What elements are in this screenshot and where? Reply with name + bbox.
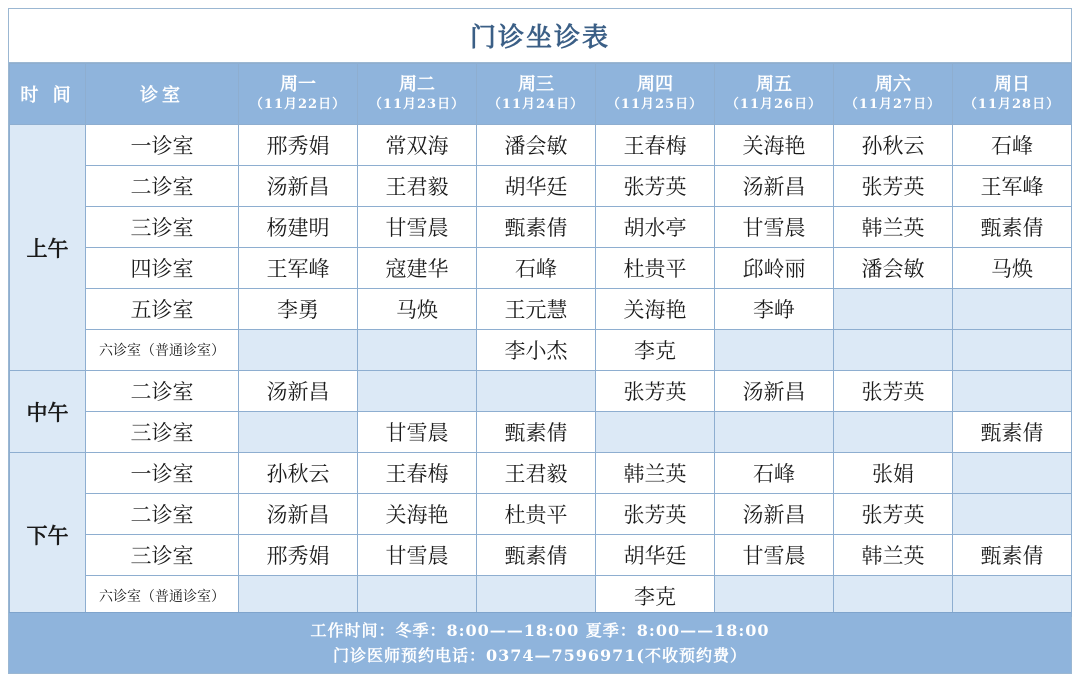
doctor-cell: 甄素倩 [953,535,1072,576]
doctor-cell: 王军峰 [239,248,358,289]
doctor-cell [834,330,953,371]
doctor-cell: 张芳英 [834,371,953,412]
doctor-cell [715,412,834,453]
booking-phone: 门诊医师预约电话：0374—7596971(不收预约费） [332,646,748,665]
doctor-cell: 甘雪晨 [715,207,834,248]
table-row [10,494,1072,535]
period-label: 下午 [10,453,86,617]
doctor-cell: 石峰 [715,453,834,494]
doctor-cell [834,289,953,330]
day-header [477,64,596,125]
day-header [953,64,1072,125]
doctor-cell: 杨建明 [239,207,358,248]
room-name: 三诊室 [86,207,239,248]
schedule-sheet [8,8,1072,674]
doctor-cell: 潘会敏 [477,125,596,166]
doctor-cell: 李峥 [715,289,834,330]
doctor-cell [239,330,358,371]
doctor-cell: 甄素倩 [953,412,1072,453]
day-name: 周二 [399,74,435,95]
day-name: 周一 [280,74,316,95]
doctor-cell [953,453,1072,494]
table-row [10,207,1072,248]
doctor-cell: 关海艳 [358,494,477,535]
doctor-cell: 孙秋云 [239,453,358,494]
doctor-cell: 韩兰英 [596,453,715,494]
doctor-cell: 甘雪晨 [358,207,477,248]
doctor-cell: 关海艳 [596,289,715,330]
doctor-cell: 马焕 [953,248,1072,289]
room-name: 二诊室 [86,371,239,412]
doctor-cell: 张芳英 [834,166,953,207]
room-name: 五诊室 [86,289,239,330]
doctor-cell [358,371,477,412]
doctor-cell: 王军峰 [953,166,1072,207]
table-row [10,125,1072,166]
day-header [596,64,715,125]
doctor-cell [239,576,358,617]
room-name: 一诊室 [86,125,239,166]
doctor-cell: 汤新昌 [239,371,358,412]
doctor-cell: 张芳英 [596,494,715,535]
table-row [10,371,1072,412]
page-title: 门诊坐诊表 [469,23,610,53]
doctor-cell: 韩兰英 [834,535,953,576]
doctor-cell: 王元慧 [477,289,596,330]
doctor-cell: 杜贵平 [596,248,715,289]
doctor-cell: 甘雪晨 [358,412,477,453]
table-header [10,64,1072,125]
day-date: （11月24日） [487,97,585,112]
doctor-cell: 李克 [596,576,715,617]
doctor-cell: 张芳英 [596,166,715,207]
doctor-cell: 胡华廷 [596,535,715,576]
day-date: （11月23日） [368,97,466,112]
doctor-cell: 王君毅 [358,166,477,207]
doctor-cell: 李小杰 [477,330,596,371]
table-body [10,125,1072,617]
doctor-cell: 甄素倩 [477,412,596,453]
doctor-cell [358,330,477,371]
day-date: （11月26日） [725,97,823,112]
doctor-cell: 邱岭丽 [715,248,834,289]
doctor-cell: 汤新昌 [239,494,358,535]
doctor-cell: 王君毅 [477,453,596,494]
day-date: （11月22日） [249,97,347,112]
doctor-cell [477,576,596,617]
header-row [10,64,1072,125]
day-date: （11月28日） [963,97,1061,112]
doctor-cell: 王春梅 [596,125,715,166]
doctor-cell: 潘会敏 [834,248,953,289]
doctor-cell [953,494,1072,535]
doctor-cell: 王春梅 [358,453,477,494]
table-row [10,535,1072,576]
doctor-cell: 石峰 [477,248,596,289]
doctor-cell [834,412,953,453]
doctor-cell: 张芳英 [596,371,715,412]
time-header: 时 间 [10,64,86,125]
doctor-cell: 寇建华 [358,248,477,289]
day-header [239,64,358,125]
table-row [10,248,1072,289]
doctor-cell: 常双海 [358,125,477,166]
day-name: 周三 [518,74,554,95]
doctor-cell: 李克 [596,330,715,371]
doctor-cell [953,289,1072,330]
room-name: 二诊室 [86,166,239,207]
footer [9,612,1071,673]
room-name: 三诊室 [86,535,239,576]
day-date: （11月27日） [844,97,942,112]
room-name: 四诊室 [86,248,239,289]
title-bar [9,9,1071,63]
room-name: 三诊室 [86,412,239,453]
schedule-table [9,63,1072,617]
day-header [715,64,834,125]
table-row [10,166,1072,207]
doctor-cell: 甄素倩 [953,207,1072,248]
doctor-cell: 邢秀娟 [239,125,358,166]
doctor-cell [715,576,834,617]
table-row [10,289,1072,330]
doctor-cell: 胡华廷 [477,166,596,207]
doctor-cell: 马焕 [358,289,477,330]
day-name: 周日 [994,74,1030,95]
doctor-cell: 胡水亭 [596,207,715,248]
working-hours: 工作时间：冬季：8:00——18:00 夏季：8:00——18:00 [310,621,770,640]
doctor-cell: 甘雪晨 [715,535,834,576]
doctor-cell: 张芳英 [834,494,953,535]
table-row [10,412,1072,453]
room-name: 六诊室（普通诊室） [86,330,239,371]
room-name: 二诊室 [86,494,239,535]
doctor-cell [596,412,715,453]
doctor-cell [358,576,477,617]
day-name: 周五 [756,74,792,95]
doctor-cell: 关海艳 [715,125,834,166]
doctor-cell: 甄素倩 [477,207,596,248]
day-name: 周六 [875,74,911,95]
doctor-cell [834,576,953,617]
doctor-cell: 邢秀娟 [239,535,358,576]
doctor-cell: 汤新昌 [239,166,358,207]
day-date: （11月25日） [606,97,704,112]
doctor-cell: 韩兰英 [834,207,953,248]
doctor-cell: 甘雪晨 [358,535,477,576]
table-row [10,453,1072,494]
doctor-cell: 汤新昌 [715,371,834,412]
doctor-cell: 杜贵平 [477,494,596,535]
period-label: 中午 [10,371,86,453]
doctor-cell: 李勇 [239,289,358,330]
doctor-cell: 孙秋云 [834,125,953,166]
day-name: 周四 [637,74,673,95]
room-header: 诊室 [86,64,239,125]
period-label: 上午 [10,125,86,371]
doctor-cell [953,330,1072,371]
doctor-cell [477,371,596,412]
doctor-cell [953,371,1072,412]
day-header [358,64,477,125]
doctor-cell: 张娟 [834,453,953,494]
doctor-cell [715,330,834,371]
doctor-cell [239,412,358,453]
doctor-cell: 汤新昌 [715,166,834,207]
room-name: 一诊室 [86,453,239,494]
doctor-cell: 汤新昌 [715,494,834,535]
table-row [10,330,1072,371]
doctor-cell [953,576,1072,617]
doctor-cell: 甄素倩 [477,535,596,576]
table-row [10,576,1072,617]
room-name: 六诊室（普通诊室） [86,576,239,617]
doctor-cell: 石峰 [953,125,1072,166]
day-header [834,64,953,125]
